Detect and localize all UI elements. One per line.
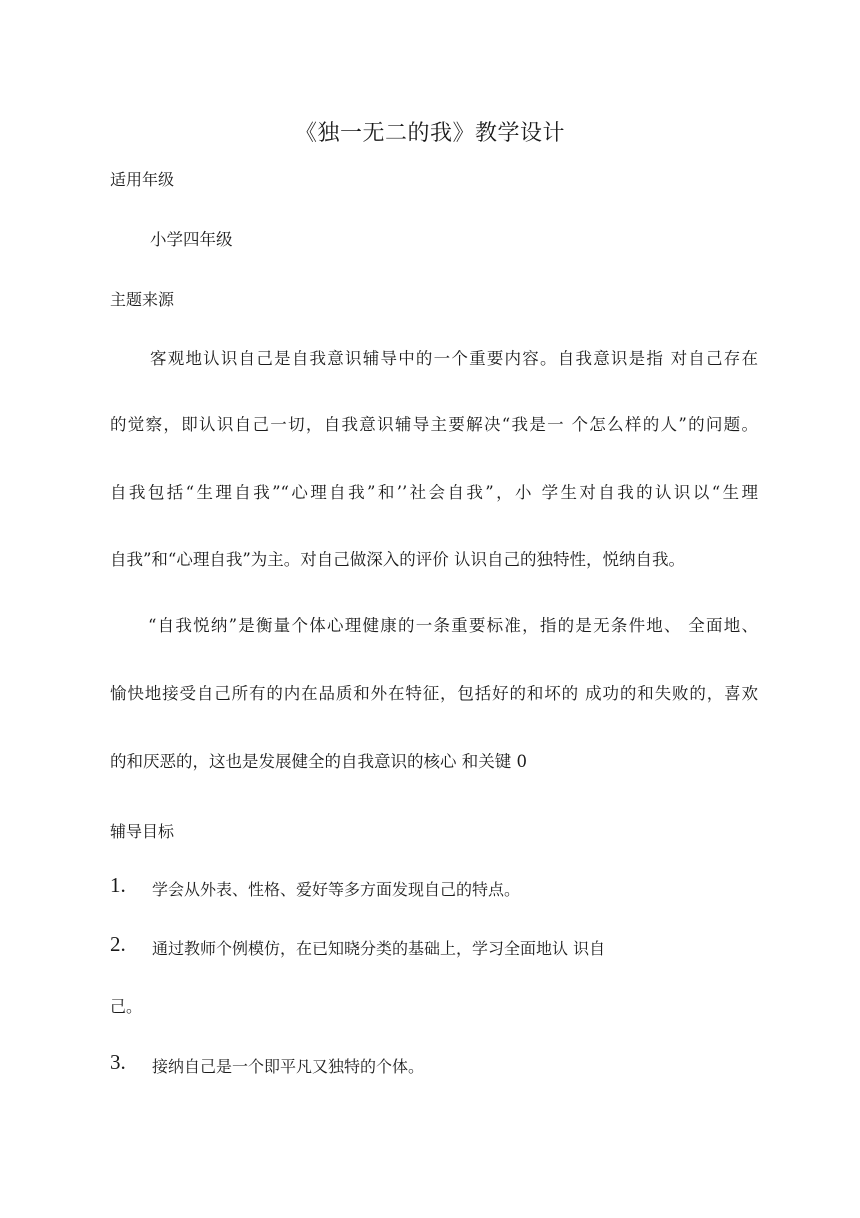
goal-text-3: 接纳自己是一个即平凡又独特的个体。 bbox=[152, 1057, 425, 1076]
source-paragraph-1-line-2: 的觉察，即认识自己一切，自我意识辅导主要解决“我是一 个怎么样的人”的问题。 bbox=[110, 415, 758, 434]
source-paragraph-2-line-1: “自我悦纳”是衡量个体心理健康的一条重要标准，指的是无条件地、 全面地、 bbox=[148, 616, 758, 635]
source-paragraph-1-line-4: 自我”和“心理自我”为主。对自己做深入的评价 认识自己的独特性，悦纳自我。 bbox=[110, 550, 686, 569]
goal-text-2-continuation: 己。 bbox=[110, 997, 143, 1016]
section-heading-source: 主题来源 bbox=[110, 290, 175, 309]
section-heading-grade: 适用年级 bbox=[110, 170, 175, 189]
goal-number-3: 3. bbox=[110, 1050, 126, 1074]
source-paragraph-1-line-3: 自我包括“生理自我”“心理自我”和’’社会自我”，小 学生对自我的认识以“生理 bbox=[110, 483, 758, 502]
source-paragraph-1-line-1: 客观地认识自己是自我意识辅导中的一个重要内容。自我意识是指 对自己存在 bbox=[150, 349, 758, 368]
goal-number-1: 1. bbox=[110, 873, 126, 897]
goal-text-2: 通过教师个例模仿，在已知晓分类的基础上，学习全面地认 识自 bbox=[152, 939, 606, 958]
source-paragraph-2-line-2: 愉快地接受自己所有的内在品质和外在特征，包括好的和坏的 成功的和失败的，喜欢 bbox=[110, 684, 758, 703]
grade-content: 小学四年级 bbox=[150, 230, 233, 249]
goal-number-2: 2. bbox=[110, 932, 126, 956]
section-heading-goals: 辅导目标 bbox=[110, 822, 175, 841]
goal-text-1: 学会从外表、性格、爱好等多方面发现自己的特点。 bbox=[152, 880, 521, 899]
source-paragraph-2-line-3: 的和厌恶的，这也是发展健全的自我意识的核心 和关键 0 bbox=[110, 752, 527, 771]
document-title: 《独一无二的我》教学设计 bbox=[294, 121, 565, 146]
